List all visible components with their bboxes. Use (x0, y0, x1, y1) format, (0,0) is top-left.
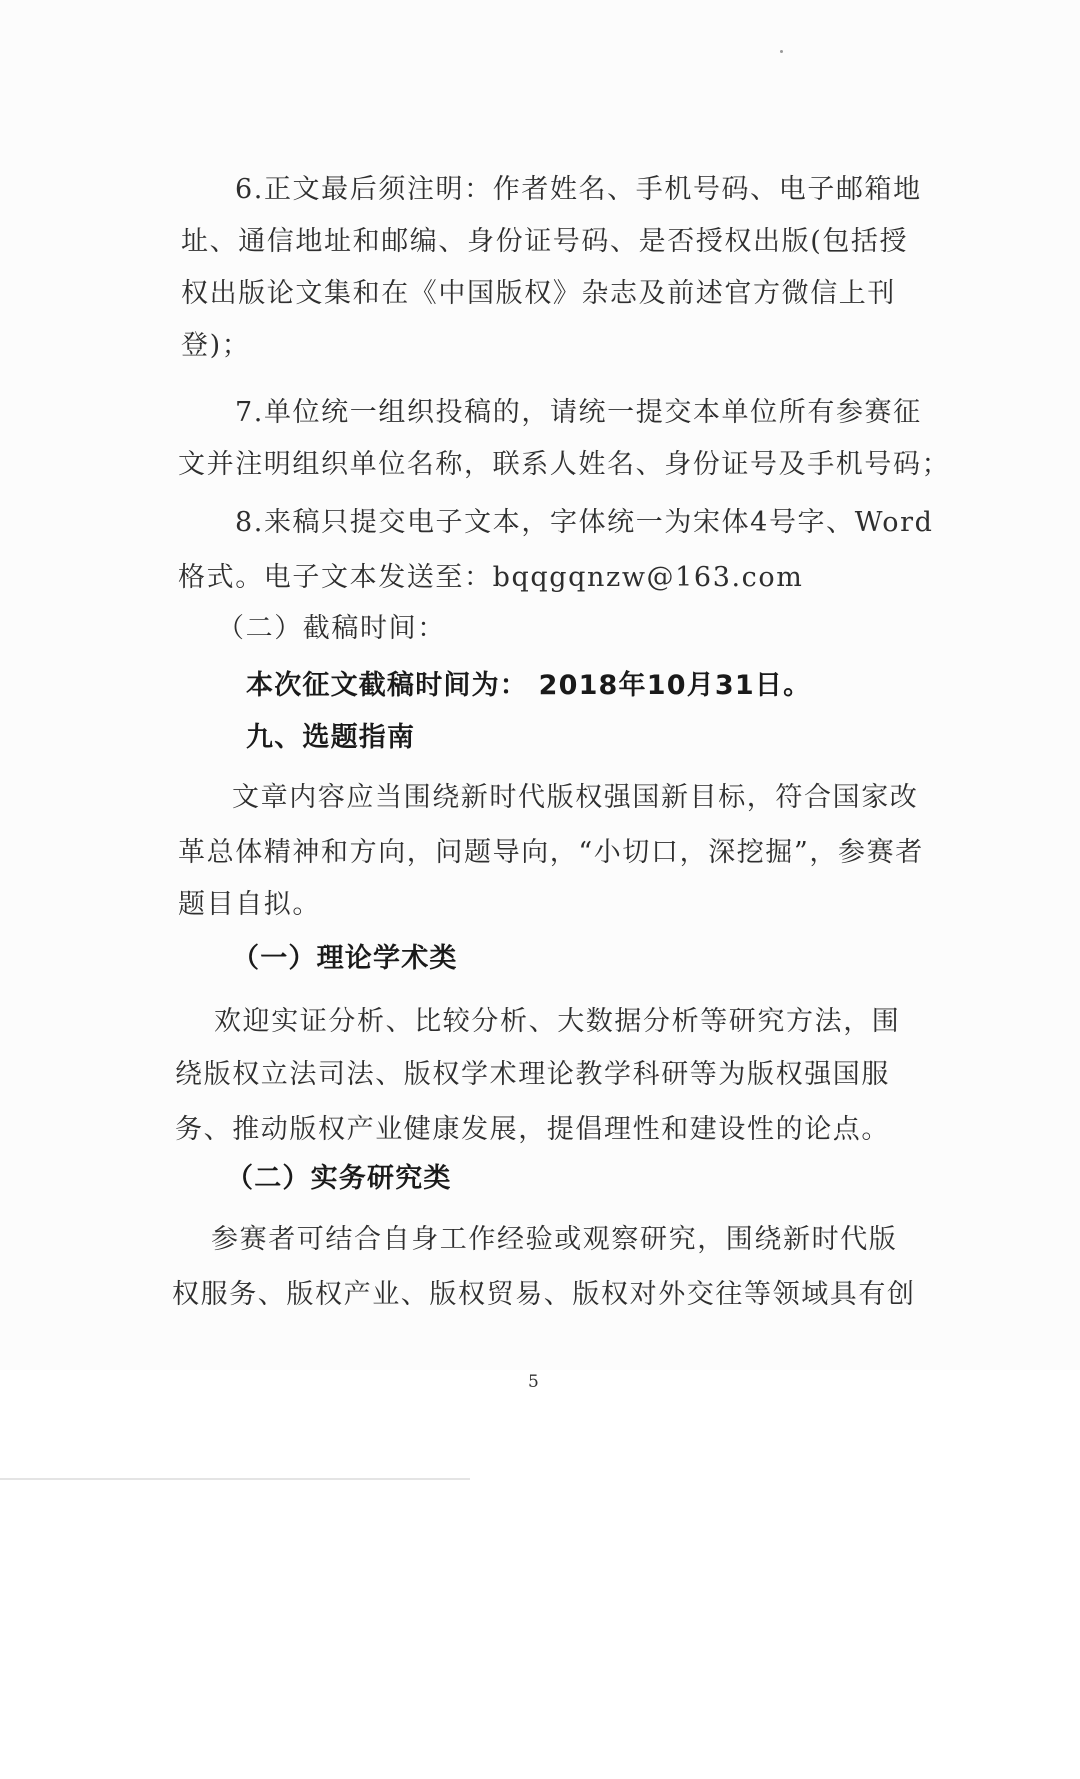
guide-line-2: 革总体精神和方向，问题导向，“小切口，深挖掘”，参赛者 (178, 837, 924, 868)
deadline-heading: （二）截稿时间： (217, 613, 446, 644)
item-7-line-2: 文并注明组织单位名称，联系人姓名、身份证号及手机号码； (178, 449, 951, 480)
theory-category-heading: （一）理论学术类 (232, 943, 458, 974)
item-8-line-1: 8.来稿只提交电子文本，字体统一为宋体4号字、Word (235, 507, 934, 538)
theory-line-3: 务、推动版权产业健康发展，提倡理性和建设性的论点。 (175, 1114, 890, 1145)
theory-line-2: 绕版权立法司法、版权学术理论教学科研等为版权强国服 (175, 1059, 890, 1090)
guide-line-1: 文章内容应当围绕新时代版权强国新目标，符合国家改 (232, 782, 919, 813)
practice-category-heading: （二）实务研究类 (226, 1163, 452, 1194)
section-nine-heading: 九、选题指南 (246, 722, 416, 753)
scan-edge-line (0, 1478, 470, 1480)
item-6-line-4: 登)； (181, 330, 251, 361)
practice-line-2: 权服务、版权产业、版权贸易、版权对外交往等领域具有创 (172, 1279, 916, 1310)
item-6-line-1: 6.正文最后须注明：作者姓名、手机号码、电子邮箱地 (235, 174, 922, 205)
item-8-line-2: 格式。电子文本发送至：bqqgqnzw@163.com (178, 562, 804, 593)
scan-speck (780, 50, 783, 53)
item-6-line-2: 址、通信地址和邮编、身份证号码、是否授权出版(包括授 (181, 226, 909, 257)
guide-line-3: 题目自拟。 (178, 889, 321, 920)
practice-line-1: 参赛者可结合自身工作经验或观察研究，围绕新时代版 (211, 1224, 898, 1255)
item-6-line-3: 权出版论文集和在《中国版权》杂志及前述官方微信上刊 (181, 278, 896, 309)
deadline-statement: 本次征文截稿时间为： 2018年10月31日。 (246, 670, 812, 701)
theory-line-1: 欢迎实证分析、比较分析、大数据分析等研究方法，围 (214, 1006, 901, 1037)
page-number: 5 (528, 1372, 539, 1392)
item-7-line-1: 7.单位统一组织投稿的，请统一提交本单位所有参赛征 (235, 397, 922, 428)
